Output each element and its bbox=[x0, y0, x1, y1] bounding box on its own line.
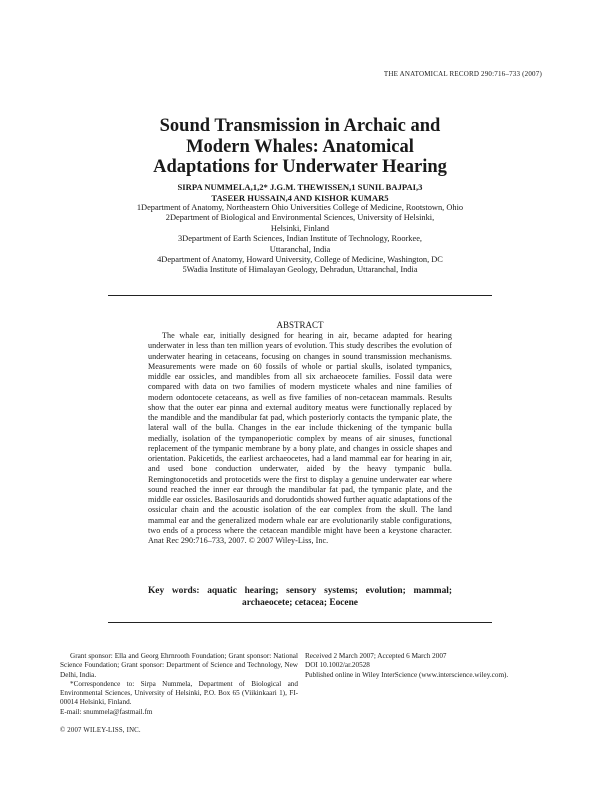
keywords-text: aquatic hearing; sensory systems; evolution; mammal; archaeocete; cetacea; Eocene bbox=[207, 586, 453, 608]
author-line-2: TASEER HUSSAIN,4 AND KISHOR KUMAR5 bbox=[211, 193, 389, 203]
author-list bbox=[60, 182, 540, 204]
affiliation: 1Department of Anatomy, Northeastern Ohio Universities College of Medicine, Rootstown, Ohio bbox=[136, 203, 464, 212]
abstract-copyright: © 2007 Wiley-Liss, Inc. bbox=[248, 536, 329, 545]
grant-footnote: Grant sponsor: Ella and Georg Ehrnrooth Foundation; Grant sponsor: National Science Foundation; Grant sponsor: Department of Science and Technology, New Delhi, India. bbox=[60, 652, 298, 679]
email-footnote: E-mail: snummela@fastmail.fm bbox=[60, 707, 153, 716]
running-head: THE ANATOMICAL RECORD 290:716–733 (2007) bbox=[383, 70, 542, 78]
keywords-label: Key words: bbox=[148, 586, 200, 596]
doi: DOI 10.1002/ar.20528 bbox=[305, 661, 370, 670]
footnotes-right bbox=[305, 652, 545, 680]
title-line: Modern Whales: Anatomical bbox=[186, 136, 414, 157]
abstract-text: The whale ear, initially designed for hearing in air, became adapted for hearing underwater in less than ten million years of evolution. This study describes the evolution of underwater hearing in cetaceans, focusing on changes in sound transmission mechanisms. Measurements were made on 60 fossils of whole or partial skulls, isolated tympanics, middle ear ossicles, and mandibles from all six archaeocete families. Fossil data were compared with data on two families of modern mysticete whales and nine families of modern odontocete cetaceans, as well as five families of non-cetacean mammals. Results show that the outer ear pinna and external auditory meatus were functionally replaced by the mandible and the mandibular fat pad, which posteriorly contacts the tympanic plate, the lateral wall of the bulla. Changes in the ear include thickening of the tympanic bulla medially, isolation of the tympanoperiotic complex by means of air sinuses, functional replacement of the tympanic membrane by a bony plate, and changes in ossicle shapes and orientation. Pakicetids, the earliest archaeocetes, had a land mammal ear for hearing in air, and used bone conduction underwater, aided by the heavy tympanic bulla. Remingtonocetids and protocetids were the first to display a genuine underwater ear where sound reached the inner ear through the mandibular fat pad, the tympanic plate, and the middle ear ossicles. Basilosaurids and dorudontids showed further aquatic adaptations of the ossicular chain and the acoustic isolation of the ear complex from the skull. The land mammal ear and the generalized modern whale ear are evolutionarily stable configurations, two ends of a process where the cetacean mandible might have been a keystone character. bbox=[148, 331, 452, 535]
footer-copyright: © 2007 WILEY-LISS, INC. bbox=[60, 727, 141, 734]
abstract-citation: Anat Rec 290:716–733, 2007. bbox=[148, 536, 247, 545]
affiliation: 4Department of Anatomy, Howard University, College of Medicine, Washington, DC bbox=[157, 255, 443, 265]
affiliation: Uttaranchal, India bbox=[269, 244, 331, 254]
received-date: Received 2 March 2007; Accepted 6 March 2007 bbox=[305, 652, 447, 660]
keywords bbox=[148, 585, 452, 609]
correspondence-footnote: *Correspondence to: Sirpa Nummela, Department of Biological and Environmental Sciences, University of Helsinki, P.O. Box 65 (Viikinkaari 1), FI-00014 Helsinki, Finland. bbox=[60, 679, 298, 707]
affiliation: Helsinki, Finland bbox=[270, 223, 330, 233]
bottom-divider bbox=[108, 622, 492, 623]
article-title bbox=[60, 116, 540, 178]
abstract-body bbox=[148, 331, 452, 546]
title-line: Sound Transmission in Archaic and bbox=[159, 116, 441, 136]
title-line: Adaptations for Underwater Hearing bbox=[153, 157, 447, 177]
abstract-heading: ABSTRACT bbox=[276, 320, 324, 330]
affiliation: 3Department of Earth Sciences, Indian Institute of Technology, Roorkee, bbox=[177, 234, 423, 244]
top-divider bbox=[108, 295, 492, 296]
affiliation-list bbox=[60, 203, 540, 276]
author-line-1: SIRPA NUMMELA,1,2* J.G.M. THEWISSEN,1 SUNIL BAJPAI,3 bbox=[177, 182, 423, 192]
affiliation: 2Department of Biological and Environmental Sciences, University of Helsinki, bbox=[165, 213, 435, 223]
footnotes-left bbox=[60, 652, 298, 717]
affiliation: 5Wadia Institute of Himalayan Geology, Dehradun, Uttaranchal, India bbox=[182, 265, 418, 275]
published-online: Published online in Wiley InterScience (www.interscience.wiley.com). bbox=[305, 670, 509, 679]
